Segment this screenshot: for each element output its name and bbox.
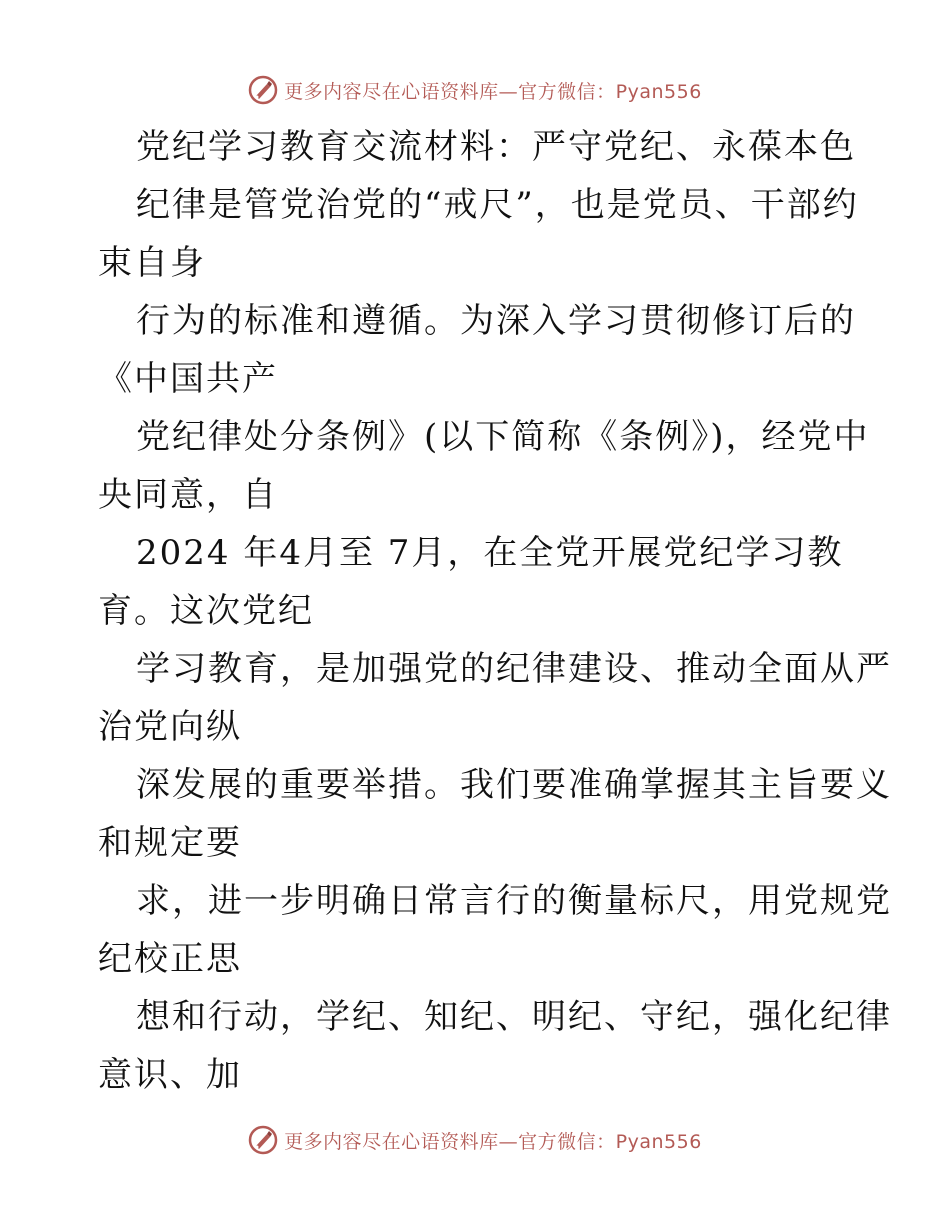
pen-seal-icon (248, 1125, 278, 1155)
paragraph-line: 央同意，自 (98, 475, 278, 515)
footer-watermark-text: 更多内容尽在心语资料库—官方微信：Pyan556 (284, 1130, 702, 1153)
pen-seal-icon (248, 75, 278, 105)
paragraph-line: 育。这次党纪 (98, 591, 314, 631)
paragraph-line: 行为的标准和遵循。为深入学习贯彻修订后的 (136, 301, 856, 341)
paragraph-line: 2024 年4月至 7月，在全党开展党纪学习教 (136, 533, 844, 573)
paragraph-line: 意识、加 (98, 1055, 242, 1095)
header-watermark-text: 更多内容尽在心语资料库—官方微信：Pyan556 (284, 80, 702, 103)
paragraph-line: 求，进一步明确日常言行的衡量标尺，用党规党 (136, 881, 892, 921)
paragraph-line: 纪律是管党治党的“戒尺”，也是党员、干部约 (136, 185, 859, 225)
header-wechat-id: Pyan556 (615, 80, 702, 103)
paragraph-line: 束自身 (98, 243, 206, 283)
footer-wechat-id: Pyan556 (615, 1130, 702, 1153)
header-watermark-banner (0, 70, 950, 110)
paragraph-line: 《中国共产 (98, 359, 278, 399)
paragraph-line: 纪校正思 (98, 939, 242, 979)
document-title: 党纪学习教育交流材料：严守党纪、永葆本色 (136, 127, 856, 167)
footer-watermark-banner (0, 1120, 950, 1160)
paragraph-line: 深发展的重要举措。我们要准确掌握其主旨要义 (136, 765, 892, 805)
paragraph-line: 治党向纵 (98, 707, 242, 747)
paragraph-line: 想和行动，学纪、知纪、明纪、守纪，强化纪律 (136, 997, 892, 1037)
paragraph-line: 学习教育，是加强党的纪律建设、推动全面从严 (136, 649, 892, 689)
paragraph-line: 党纪律处分条例》(以下简称《条例》)，经党中 (136, 417, 870, 457)
paragraph-line: 和规定要 (98, 823, 242, 863)
